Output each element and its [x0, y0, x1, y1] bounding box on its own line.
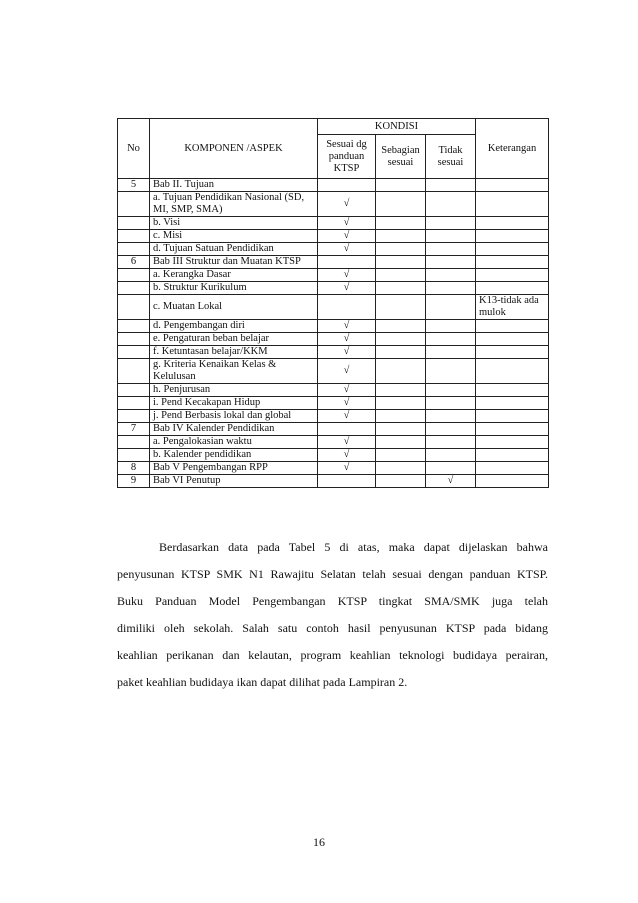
table-row — [118, 397, 549, 410]
row-sebagian — [376, 256, 426, 269]
row-komponen: Bab II. Tujuan — [150, 179, 318, 192]
row-komponen: f. Ketuntasan belajar/KKM — [150, 346, 318, 359]
row-sesuai: √ — [318, 217, 376, 230]
table-row — [118, 192, 549, 217]
header-sesuai: Sesuai dg panduan KTSP — [318, 135, 376, 179]
header-keterangan: Keterangan — [476, 119, 549, 179]
paragraph-line: keahlian perikanan dan kelautan, program keahlian teknologi budidaya perairan, — [117, 648, 548, 662]
row-sesuai: √ — [318, 230, 376, 243]
table-row — [118, 179, 549, 192]
row-sesuai: √ — [318, 449, 376, 462]
row-sebagian — [376, 359, 426, 384]
header-tidak: Tidak sesuai — [426, 135, 476, 179]
row-sebagian — [376, 449, 426, 462]
row-komponen: j. Pend Berbasis lokal dan global — [150, 410, 318, 423]
table-row — [118, 346, 549, 359]
row-tidak — [426, 243, 476, 256]
row-number — [118, 192, 150, 217]
table-row — [118, 243, 549, 256]
body-paragraph — [117, 540, 548, 702]
row-keterangan — [476, 475, 549, 488]
row-keterangan — [476, 410, 549, 423]
row-tidak — [426, 179, 476, 192]
row-number — [118, 384, 150, 397]
row-sebagian — [376, 436, 426, 449]
row-tidak — [426, 423, 476, 436]
row-sesuai: √ — [318, 192, 376, 217]
row-number — [118, 449, 150, 462]
row-komponen: e. Pengaturan beban belajar — [150, 333, 318, 346]
row-number — [118, 410, 150, 423]
row-komponen: Bab IV Kalender Pendidikan — [150, 423, 318, 436]
row-keterangan — [476, 436, 549, 449]
row-sesuai: √ — [318, 436, 376, 449]
row-tidak — [426, 462, 476, 475]
row-sesuai: √ — [318, 282, 376, 295]
page-number: 16 — [313, 835, 325, 849]
table-row — [118, 320, 549, 333]
header-no: No — [118, 119, 150, 179]
row-number: 8 — [118, 462, 150, 475]
row-tidak — [426, 256, 476, 269]
row-number — [118, 320, 150, 333]
row-number: 5 — [118, 179, 150, 192]
row-tidak — [426, 230, 476, 243]
row-sebagian — [376, 410, 426, 423]
row-komponen: i. Pend Kecakapan Hidup — [150, 397, 318, 410]
row-sesuai: √ — [318, 397, 376, 410]
row-komponen: c. Muatan Lokal — [150, 295, 318, 320]
row-tidak — [426, 436, 476, 449]
row-tidak — [426, 359, 476, 384]
row-keterangan — [476, 282, 549, 295]
row-sebagian — [376, 282, 426, 295]
row-number — [118, 397, 150, 410]
row-sebagian — [376, 397, 426, 410]
row-keterangan — [476, 269, 549, 282]
row-keterangan — [476, 256, 549, 269]
row-tidak — [426, 333, 476, 346]
table-row — [118, 449, 549, 462]
row-sebagian — [376, 243, 426, 256]
table-row — [118, 384, 549, 397]
row-number — [118, 436, 150, 449]
table-body — [118, 179, 549, 488]
row-sebagian — [376, 333, 426, 346]
row-sebagian — [376, 320, 426, 333]
row-sebagian — [376, 217, 426, 230]
row-komponen: b. Kalender pendidikan — [150, 449, 318, 462]
table-row — [118, 230, 549, 243]
paragraph-line: dimiliki oleh sekolah. Salah satu contoh hasil penyusunan KTSP pada bidang — [117, 621, 548, 635]
table-row — [118, 423, 549, 436]
row-sebagian — [376, 346, 426, 359]
row-sesuai — [318, 475, 376, 488]
table-row — [118, 217, 549, 230]
row-sesuai — [318, 179, 376, 192]
row-tidak — [426, 397, 476, 410]
header-sebagian: Sebagian sesuai — [376, 135, 426, 179]
row-sesuai — [318, 256, 376, 269]
table-row — [118, 462, 549, 475]
row-komponen: Bab V Pengembangan RPP — [150, 462, 318, 475]
row-komponen: Bab VI Penutup — [150, 475, 318, 488]
row-tidak — [426, 217, 476, 230]
row-sesuai — [318, 423, 376, 436]
row-tidak: √ — [426, 475, 476, 488]
row-komponen: b. Visi — [150, 217, 318, 230]
row-keterangan — [476, 179, 549, 192]
row-sebagian — [376, 179, 426, 192]
row-sesuai: √ — [318, 410, 376, 423]
row-tidak — [426, 192, 476, 217]
row-komponen: h. Penjurusan — [150, 384, 318, 397]
row-sebagian — [376, 475, 426, 488]
kondisi-table — [117, 118, 549, 488]
row-sebagian — [376, 295, 426, 320]
row-keterangan — [476, 333, 549, 346]
row-tidak — [426, 295, 476, 320]
table-row — [118, 475, 549, 488]
table-row — [118, 295, 549, 320]
row-sebagian — [376, 462, 426, 475]
row-number — [118, 243, 150, 256]
row-sesuai: √ — [318, 384, 376, 397]
row-keterangan — [476, 243, 549, 256]
row-tidak — [426, 282, 476, 295]
table-row — [118, 359, 549, 384]
row-keterangan — [476, 397, 549, 410]
row-keterangan — [476, 359, 549, 384]
table-row — [118, 333, 549, 346]
paragraph-line: penyusunan KTSP SMK N1 Rawajitu Selatan telah sesuai dengan panduan KTSP. — [117, 567, 548, 581]
row-sesuai: √ — [318, 462, 376, 475]
row-tidak — [426, 449, 476, 462]
row-tidak — [426, 320, 476, 333]
row-number — [118, 282, 150, 295]
row-sebagian — [376, 230, 426, 243]
row-komponen: Bab III Struktur dan Muatan KTSP — [150, 256, 318, 269]
row-keterangan — [476, 320, 549, 333]
header-komponen: KOMPONEN /ASPEK — [150, 119, 318, 179]
row-sesuai: √ — [318, 320, 376, 333]
row-komponen: d. Tujuan Satuan Pendidikan — [150, 243, 318, 256]
table-row — [118, 256, 549, 269]
row-komponen: c. Misi — [150, 230, 318, 243]
table-row — [118, 269, 549, 282]
header-kondisi: KONDISI — [318, 119, 476, 135]
row-keterangan — [476, 192, 549, 217]
row-number — [118, 359, 150, 384]
row-keterangan — [476, 462, 549, 475]
row-sesuai: √ — [318, 359, 376, 384]
row-number: 7 — [118, 423, 150, 436]
row-sesuai: √ — [318, 269, 376, 282]
row-number — [118, 217, 150, 230]
row-number — [118, 230, 150, 243]
row-number — [118, 269, 150, 282]
row-tidak — [426, 269, 476, 282]
row-sesuai: √ — [318, 346, 376, 359]
row-komponen: a. Pengalokasian waktu — [150, 436, 318, 449]
paragraph-line: Berdasarkan data pada Tabel 5 di atas, maka dapat dijelaskan bahwa — [159, 540, 548, 554]
table-row — [118, 282, 549, 295]
row-komponen: d. Pengembangan diri — [150, 320, 318, 333]
row-sebagian — [376, 192, 426, 217]
row-sesuai — [318, 295, 376, 320]
row-keterangan — [476, 230, 549, 243]
paragraph-line: Buku Panduan Model Pengembangan KTSP tingkat SMA/SMK juga telah — [117, 594, 548, 608]
row-keterangan — [476, 217, 549, 230]
row-keterangan — [476, 384, 549, 397]
row-tidak — [426, 410, 476, 423]
row-keterangan: K13-tidak ada mulok — [476, 295, 549, 320]
row-sesuai: √ — [318, 333, 376, 346]
row-number — [118, 333, 150, 346]
row-sebagian — [376, 384, 426, 397]
row-komponen: a. Kerangka Dasar — [150, 269, 318, 282]
row-number: 9 — [118, 475, 150, 488]
row-sesuai: √ — [318, 243, 376, 256]
row-keterangan — [476, 423, 549, 436]
row-sebagian — [376, 269, 426, 282]
row-number — [118, 295, 150, 320]
row-tidak — [426, 346, 476, 359]
table-row — [118, 410, 549, 423]
row-komponen: g. Kriteria Kenaikan Kelas & Kelulusan — [150, 359, 318, 384]
row-number — [118, 346, 150, 359]
row-keterangan — [476, 346, 549, 359]
row-sebagian — [376, 423, 426, 436]
paragraph-line: paket keahlian budidaya ikan dapat dilihat pada Lampiran 2. — [117, 675, 408, 689]
row-komponen: a. Tujuan Pendidikan Nasional (SD, MI, SMP, SMA) — [150, 192, 318, 217]
row-komponen: b. Struktur Kurikulum — [150, 282, 318, 295]
row-keterangan — [476, 449, 549, 462]
row-number: 6 — [118, 256, 150, 269]
row-tidak — [426, 384, 476, 397]
table-row — [118, 436, 549, 449]
